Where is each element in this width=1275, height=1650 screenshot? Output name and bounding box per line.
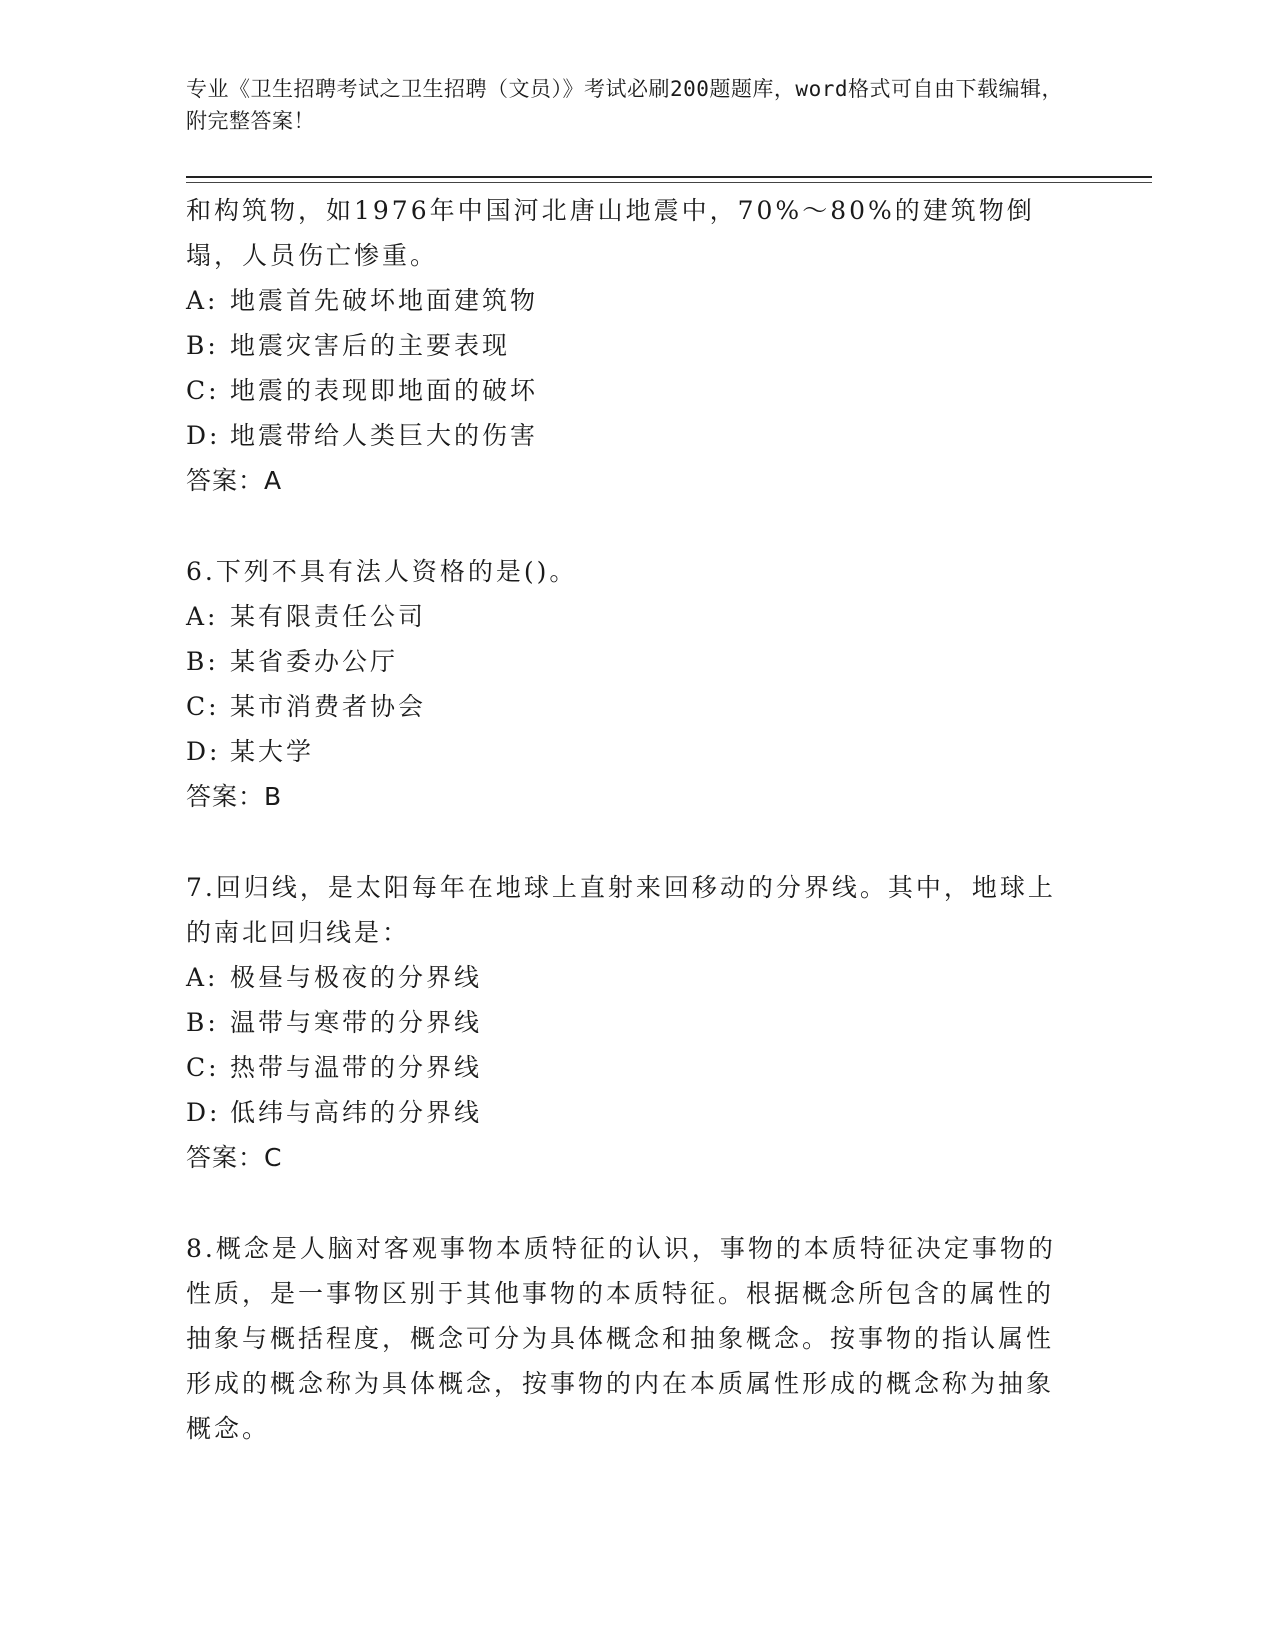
option-text: 低纬与高纬的分界线 (230, 1098, 483, 1127)
option-letter: C: (186, 1053, 220, 1082)
option-text: 地震灾害后的主要表现 (230, 331, 511, 360)
option-letter: B: (186, 647, 219, 676)
document-body (186, 188, 1066, 1451)
option-letter: D: (186, 421, 221, 450)
option-letter: B: (186, 331, 219, 360)
question-5-option-c (186, 368, 1066, 413)
header-divider-thick (186, 176, 1152, 178)
option-letter: B: (186, 1008, 219, 1037)
question-6-answer: 答案：B (186, 782, 283, 811)
spacer (186, 1180, 1066, 1226)
option-letter: A: (186, 602, 219, 631)
option-text: 热带与温带的分界线 (230, 1053, 483, 1082)
spacer (186, 819, 1066, 865)
option-text: 某有限责任公司 (230, 602, 427, 631)
option-letter: A: (186, 286, 219, 315)
question-8 (186, 1226, 1066, 1451)
question-6-text: 6.下列不具有法人资格的是()。 (186, 557, 578, 586)
option-letter: A: (186, 963, 219, 992)
header-divider-thin (186, 182, 1152, 183)
question-7-option-a (186, 955, 1066, 1000)
spacer (186, 503, 1066, 549)
question-6-option-c (186, 684, 1066, 729)
question-7-option-d (186, 1090, 1066, 1135)
option-text: 地震的表现即地面的破坏 (230, 376, 539, 405)
question-6-option-a (186, 594, 1066, 639)
option-text: 某市消费者协会 (230, 692, 427, 721)
question-7-text: 7.回归线，是太阳每年在地球上直射来回移动的分界线。其中，地球上的南北回归线是： (186, 873, 1056, 947)
option-letter: C: (186, 692, 220, 721)
option-text: 某大学 (230, 737, 315, 766)
option-letter: C: (186, 376, 220, 405)
question-6 (186, 549, 1066, 819)
question-7-answer: 答案：C (186, 1143, 283, 1172)
option-letter: D: (186, 1098, 221, 1127)
option-text: 极昼与极夜的分界线 (230, 963, 483, 992)
option-letter: D: (186, 737, 221, 766)
option-text: 地震首先破坏地面建筑物 (230, 286, 539, 315)
question-6-option-d (186, 729, 1066, 774)
question-8-text: 8.概念是人脑对客观事物本质特征的认识，事物的本质特征决定事物的性质，是一事物区别于其他事物的本质特征。根据概念所包含的属性的抽象与概括程度，概念可分为具体概念和抽象概念。按事物的指认属性形成的概念称为具体概念，按事物的内在本质属性形成的概念称为抽象概念。 (186, 1234, 1056, 1443)
option-text: 地震带给人类巨大的伤害 (230, 421, 539, 450)
question-5-option-a (186, 278, 1066, 323)
question-5-option-b (186, 323, 1066, 368)
question-6-option-b (186, 639, 1066, 684)
question-5-answer: 答案：A (186, 466, 283, 495)
question-5 (186, 188, 1066, 503)
question-7 (186, 865, 1066, 1180)
question-7-option-b (186, 1000, 1066, 1045)
page-header: 专业《卫生招聘考试之卫生招聘（文员）》考试必刷200题题库，word格式可自由下载编辑，附完整答案！ (186, 77, 1063, 133)
option-text: 温带与寒带的分界线 (230, 1008, 483, 1037)
question-5-option-d (186, 413, 1066, 458)
question-5-continuation: 和构筑物，如1976年中国河北唐山地震中，70%～80%的建筑物倒塌，人员伤亡惨重。 (186, 196, 1035, 270)
question-7-option-c (186, 1045, 1066, 1090)
option-text: 某省委办公厅 (230, 647, 399, 676)
